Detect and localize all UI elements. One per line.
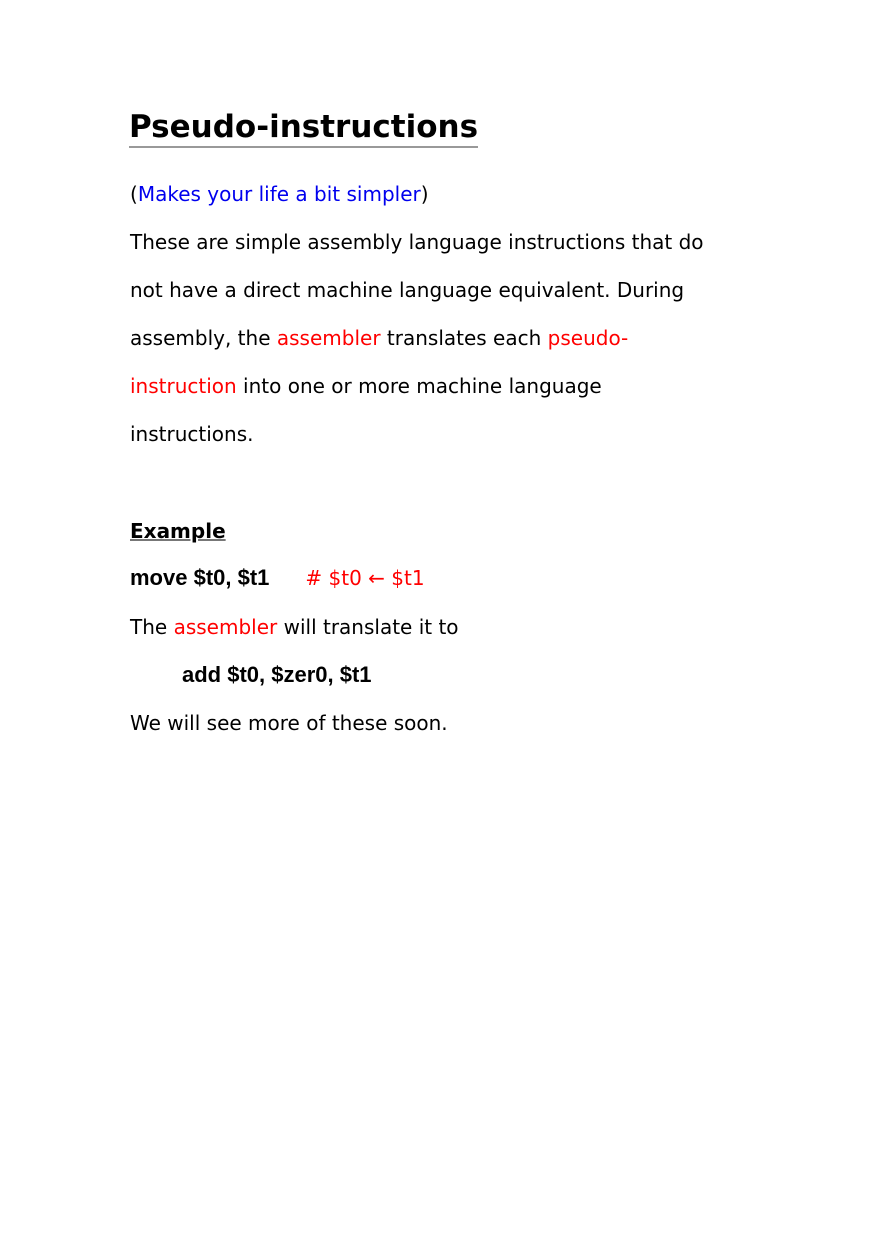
highlight-instruction: instruction [130,374,237,398]
paragraph-line-5: instructions. [130,422,254,446]
subtitle-open: ( [130,182,138,206]
highlight-assembler: assembler [276,326,381,350]
subtitle-text: Makes your life a bit simpler [137,182,421,206]
text: into one or more machine language [236,374,602,398]
example-code: move $t0, $t1 [130,565,270,590]
closing-line: We will see more of these soon. [130,711,448,735]
page-title: Pseudo-instructions [129,108,478,148]
text: translates each [380,326,548,350]
paragraph-line-2: not have a direct machine language equivalent. During [130,278,685,302]
example-heading: Example [130,519,226,543]
example-code-line [130,565,425,591]
subtitle [130,181,429,207]
translate-line [130,614,459,640]
text: The [130,615,174,639]
text: will translate it to [277,615,459,639]
text: assembly, the [130,326,277,350]
paragraph-line-1: These are simple assembly language instructions that do [130,230,704,254]
highlight-pseudo: pseudo- [547,326,629,350]
paragraph-line-3 [130,325,628,351]
translated-code: add $t0, $zer0, $t1 [182,662,372,687]
highlight-assembler: assembler [173,615,278,639]
paragraph-line-4 [130,373,602,399]
subtitle-close: ) [420,182,429,206]
example-comment: # $t0 ← $t1 [305,566,425,590]
